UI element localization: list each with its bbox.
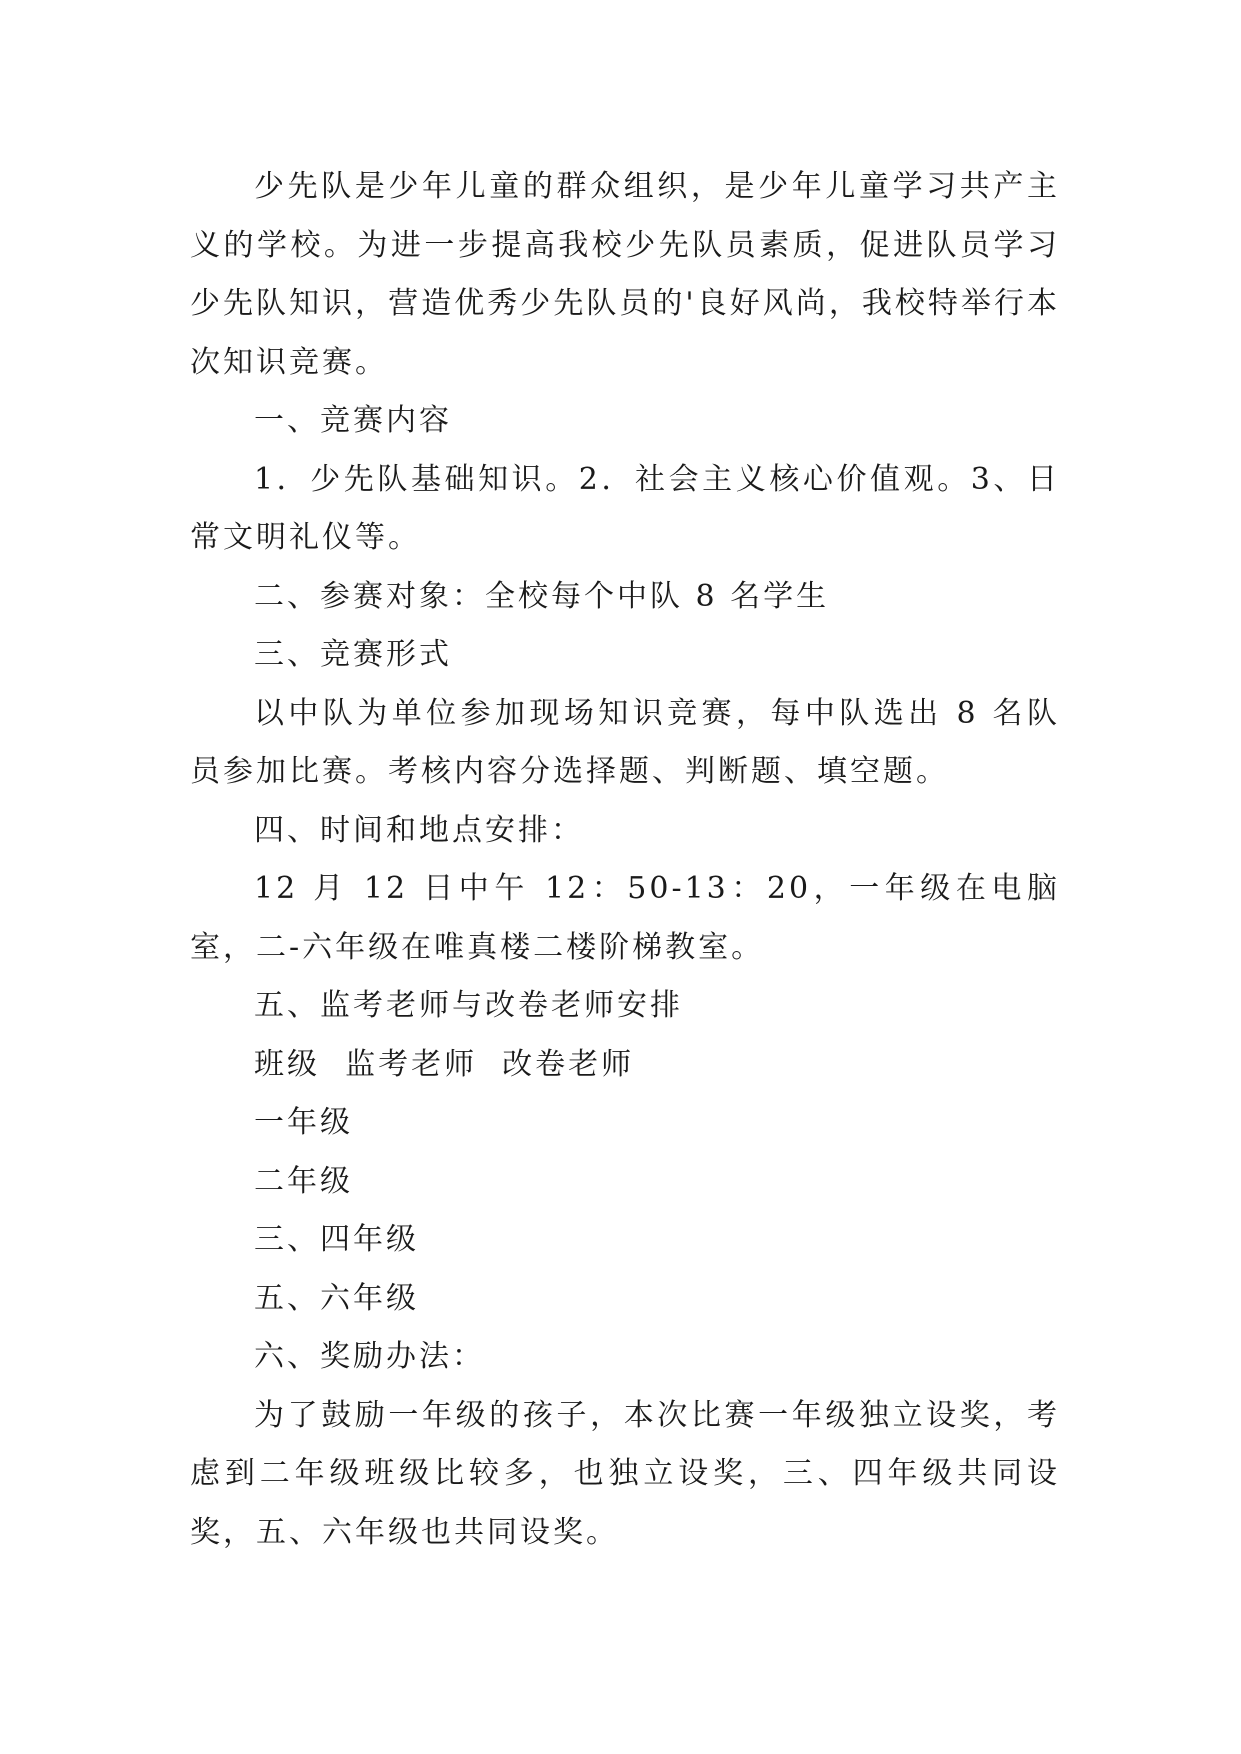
intro-paragraph: 少先队是少年儿童的群众组织，是少年儿童学习共产主义的学校。为进一步提高我校少先队员素质，促进队员学习少先队知识，营造优秀少先队员的'良好风尚，我校特举行本次知识竞赛。 — [190, 169, 1060, 380]
teachers-row-grade-5-6: 五、六年级 — [254, 1280, 419, 1316]
teachers-row-grade-1: 一年级 — [254, 1105, 353, 1140]
section-heading-awards: 六、奖励办法： — [254, 1339, 485, 1374]
time-location-paragraph: 12 月 12 日中午 12：50-13：20，一年级在电脑室，二-六年级在唯真楼二楼阶梯教室。 — [190, 871, 1060, 965]
document-body — [190, 158, 1060, 1562]
section-heading-time-location: 四、时间和地点安排： — [254, 812, 584, 848]
format-paragraph: 以中队为单位参加现场知识竞赛，每中队选出 8 名队员参加比赛。考核内容分选择题、判断题、填空题。 — [190, 695, 1060, 789]
teachers-row-grade-3-4: 三、四年级 — [254, 1222, 419, 1257]
awards-paragraph: 为了鼓励一年级的孩子，本次比赛一年级独立设奖，考虑到二年级班级比较多，也独立设奖，三、四年级共同设奖，五、六年级也共同设奖。 — [190, 1397, 1060, 1550]
section-heading-format: 三、竞赛形式 — [254, 637, 452, 672]
section-heading-content: 一、竞赛内容 — [254, 403, 452, 438]
section-heading-teachers: 五、监考老师与改卷老师安排 — [254, 988, 683, 1023]
teachers-table-header: 班级 监考老师 改卷老师 — [254, 1046, 635, 1082]
teachers-row-grade-2: 二年级 — [254, 1163, 353, 1199]
content-list-paragraph: 1．少先队基础知识。2．社会主义核心价值观。3、日常文明礼仪等。 — [190, 461, 1060, 555]
section-heading-participants: 二、参赛对象：全校每个中队 8 名学生 — [254, 578, 830, 614]
